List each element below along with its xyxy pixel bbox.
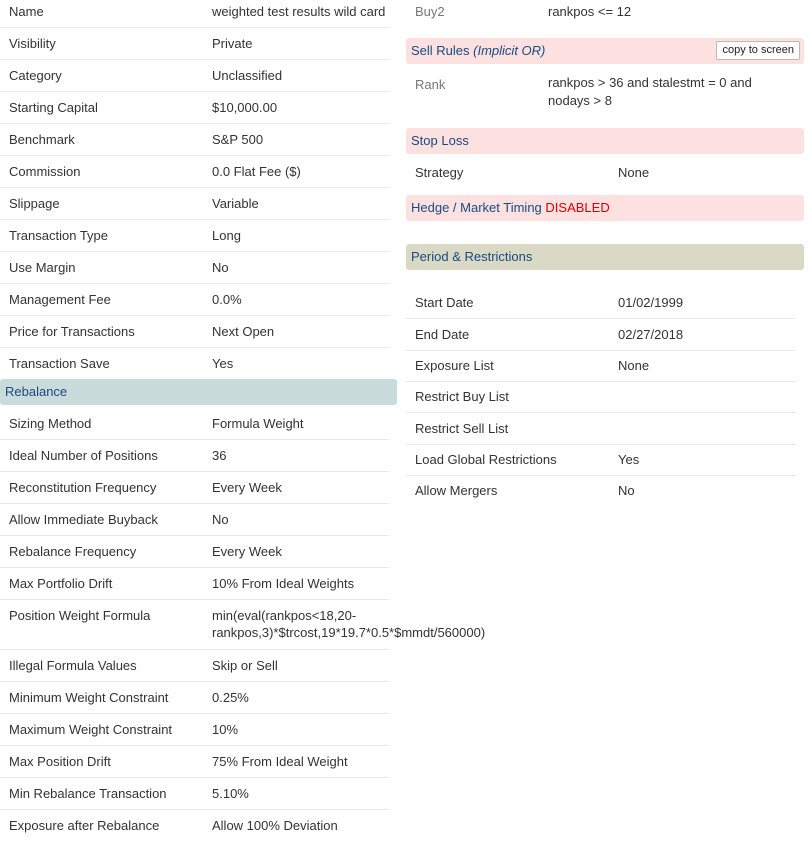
setting-value: 36 — [212, 448, 227, 463]
hedge-title: Hedge / Market Timing — [411, 200, 542, 215]
sell-rule-line-1: rankpos > 36 and stalestmt = 0 and — [548, 75, 752, 90]
period-label: Allow Mergers — [415, 483, 498, 498]
setting-value: Unclassified — [212, 68, 283, 83]
setting-value: S&P 500 — [212, 132, 264, 147]
setting-value: Formula Weight — [212, 416, 304, 431]
sell-rules-header — [406, 38, 804, 64]
setting-label: Transaction Type — [9, 228, 108, 243]
setting-row — [0, 568, 389, 600]
setting-value: Private — [212, 36, 253, 51]
setting-value: $10,000.00 — [212, 100, 278, 115]
sell-rule-row — [406, 69, 796, 119]
period-row — [406, 413, 796, 445]
setting-row — [0, 810, 389, 841]
setting-label: Illegal Formula Values — [9, 658, 137, 673]
formula-line-1: min(eval(rankpos<18,20- — [212, 608, 357, 623]
formula-label: Position Weight Formula — [9, 608, 151, 623]
sell-rule-line-2: nodays > 8 — [548, 93, 612, 108]
setting-label: Starting Capital — [9, 100, 98, 115]
setting-row — [0, 92, 389, 124]
period-title: Period & Restrictions — [411, 249, 533, 264]
period-label: Restrict Buy List — [415, 389, 509, 404]
setting-label: Exposure after Rebalance — [9, 818, 160, 833]
sell-rule-formula — [548, 74, 752, 110]
setting-label: Rebalance Frequency — [9, 544, 137, 559]
period-row — [406, 350, 796, 382]
buy-rule-label: Buy2 — [415, 4, 445, 19]
setting-row — [0, 504, 389, 536]
period-value: 01/02/1999 — [618, 295, 684, 310]
buy-rule-value: rankpos <= 12 — [548, 4, 632, 19]
setting-row — [0, 536, 389, 568]
setting-label: Name — [9, 4, 44, 19]
setting-row — [0, 650, 389, 682]
setting-row — [0, 472, 389, 504]
setting-label: Maximum Weight Constraint — [9, 722, 173, 737]
setting-label: Price for Transactions — [9, 324, 135, 339]
sell-rule-label: Rank — [415, 77, 446, 92]
strategy-label: Strategy — [415, 165, 464, 180]
setting-label: Max Portfolio Drift — [9, 576, 113, 591]
period-value: 02/27/2018 — [618, 327, 684, 342]
rebalance-header — [0, 379, 397, 405]
period-label: End Date — [415, 327, 470, 342]
setting-value: 75% From Ideal Weight — [212, 754, 348, 769]
period-label: Exposure List — [415, 358, 494, 373]
setting-label: Commission — [9, 164, 81, 179]
setting-value: Long — [212, 228, 241, 243]
setting-label: Category — [9, 68, 62, 83]
setting-row — [0, 682, 389, 714]
rebalance-title: Rebalance — [5, 384, 68, 399]
setting-value: 0.0 Flat Fee ($) — [212, 164, 301, 179]
setting-row — [0, 408, 389, 440]
period-row — [406, 475, 796, 506]
setting-row — [0, 440, 389, 472]
setting-row — [0, 156, 389, 188]
setting-label: Benchmark — [9, 132, 75, 147]
setting-label: Max Position Drift — [9, 754, 111, 769]
sell-rules-qualifier: (Implicit OR) — [473, 43, 546, 58]
setting-value: Allow 100% Deviation — [212, 818, 338, 833]
setting-label: Transaction Save — [9, 356, 110, 371]
setting-value: 10% From Ideal Weights — [212, 576, 355, 591]
setting-value: No — [212, 260, 229, 275]
setting-label: Ideal Number of Positions — [9, 448, 158, 463]
period-row — [406, 319, 796, 351]
setting-label: Minimum Weight Constraint — [9, 690, 169, 705]
stop-loss-title: Stop Loss — [411, 133, 469, 148]
setting-value: Every Week — [212, 480, 282, 495]
stop-loss-row — [406, 157, 796, 188]
setting-value: 0.25% — [212, 690, 249, 705]
setting-row — [0, 188, 389, 220]
setting-label: Slippage — [9, 196, 60, 211]
hedge-status: DISABLED — [545, 200, 610, 215]
formula-value — [212, 607, 486, 641]
setting-label: Visibility — [9, 36, 56, 51]
setting-row — [0, 252, 389, 284]
hedge-header — [406, 195, 804, 221]
setting-value: 0.0% — [212, 292, 242, 307]
setting-value: weighted test results wild card — [212, 4, 386, 19]
setting-row — [0, 0, 389, 28]
setting-value: Variable — [212, 196, 259, 211]
copy-to-screen-button[interactable]: copy to screen — [716, 41, 800, 60]
settings-list — [0, 0, 389, 379]
period-row — [406, 381, 796, 413]
setting-value: Yes — [212, 356, 234, 371]
period-value: None — [618, 358, 650, 373]
setting-value: No — [212, 512, 229, 527]
setting-value: Every Week — [212, 544, 282, 559]
sell-rules-title: Sell Rules — [411, 43, 470, 58]
setting-label: Use Margin — [9, 260, 76, 275]
stop-loss-header — [406, 128, 804, 154]
period-label: Load Global Restrictions — [415, 452, 557, 467]
period-value: Yes — [618, 452, 640, 467]
period-row — [406, 287, 796, 319]
setting-row — [0, 220, 389, 252]
setting-value: 10% — [212, 722, 239, 737]
setting-label: Allow Immediate Buyback — [9, 512, 158, 527]
setting-row — [0, 124, 389, 156]
setting-row — [0, 348, 389, 379]
buy-rule-row — [406, 0, 796, 27]
setting-value: Skip or Sell — [212, 658, 278, 673]
formula-line-2: rankpos,3)*$trcost,19*19.7*0.5*$mmdt/560000) — [212, 625, 486, 640]
setting-row — [0, 28, 389, 60]
setting-row — [0, 284, 389, 316]
setting-row — [0, 778, 389, 810]
period-label: Restrict Sell List — [415, 421, 509, 436]
setting-row — [0, 746, 389, 778]
formula-row — [0, 600, 486, 650]
setting-value: 5.10% — [212, 786, 249, 801]
setting-label: Sizing Method — [9, 416, 92, 431]
setting-label: Management Fee — [9, 292, 111, 307]
setting-row — [0, 60, 389, 92]
period-header — [406, 244, 804, 270]
setting-row — [0, 714, 389, 746]
period-row — [406, 444, 796, 476]
period-value: No — [618, 483, 635, 498]
setting-label: Reconstitution Frequency — [9, 480, 157, 495]
strategy-value: None — [618, 165, 650, 180]
period-label: Start Date — [415, 295, 474, 310]
setting-value: Next Open — [212, 324, 275, 339]
setting-row — [0, 316, 389, 348]
setting-label: Min Rebalance Transaction — [9, 786, 167, 801]
